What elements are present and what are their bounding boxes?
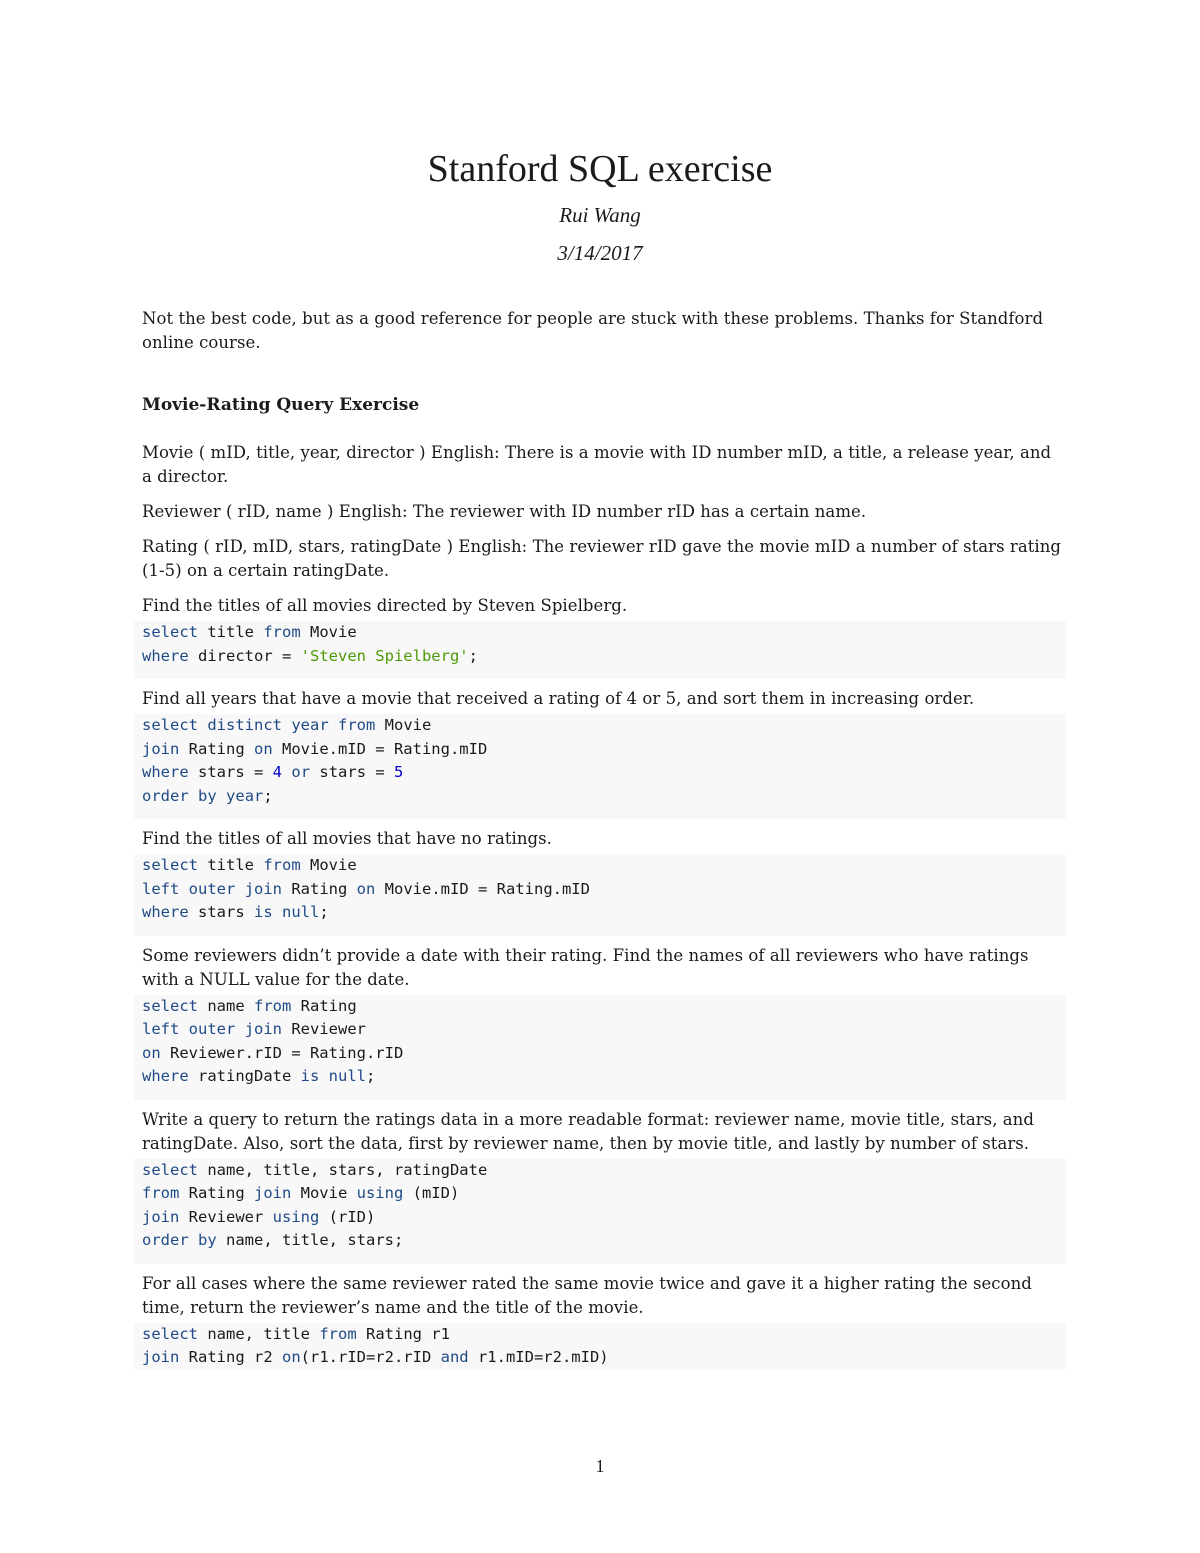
exercise-question: Some reviewers didn’t provide a date with their rating. Find the names of all reviewers who have ratings with a NULL value for the date. — [142, 945, 1029, 989]
sql-text: ; — [366, 1067, 376, 1085]
sql-text: Movie.mID = Rating.mID — [375, 879, 590, 898]
sql-text: name — [198, 996, 254, 1015]
sql-keyword: using — [356, 1184, 404, 1202]
sql-text: Movie — [291, 1184, 357, 1202]
sql-keyword: join — [253, 1184, 292, 1202]
sql-text: Rating — [282, 879, 357, 898]
sql-keyword: select — [142, 996, 198, 1015]
sql-keyword: select — [142, 623, 198, 641]
sql-keyword: where — [142, 646, 189, 665]
sql-string: 'Steven Spielberg' — [300, 646, 469, 665]
sql-keyword: from — [263, 856, 301, 874]
sql-keyword: is — [254, 903, 273, 921]
code-line — [142, 714, 1066, 738]
exercise-question: Find all years that have a movie that received a rating of 4 or 5, and sort them in increasing order. — [142, 689, 975, 708]
sql-text: Movie — [300, 856, 357, 874]
sql-text — [282, 763, 291, 781]
sql-keyword: or — [291, 763, 311, 781]
sql-keyword: from — [319, 1324, 357, 1343]
sql-keyword: select — [142, 716, 198, 734]
sql-text: Rating r1 — [356, 1324, 450, 1343]
sql-keyword: outer — [188, 1020, 236, 1038]
sql-text — [217, 787, 226, 805]
sql-code-block — [134, 1323, 1066, 1370]
sql-code-block — [134, 714, 1066, 819]
sql-text: Movie — [300, 623, 357, 641]
exercise-question: Find the titles of all movies directed by Steven Spielberg. — [142, 596, 628, 615]
sql-text: Rating r2 — [179, 1348, 282, 1366]
sql-text — [273, 903, 282, 921]
sql-keyword: on — [281, 1348, 301, 1366]
sql-text: title — [198, 623, 264, 641]
sql-keyword: from — [142, 1184, 180, 1202]
sql-keyword: join — [142, 1348, 180, 1366]
sql-text: (mID) — [403, 1184, 460, 1202]
sql-text: ratingDate — [188, 1067, 301, 1085]
sql-keyword: from — [338, 716, 376, 734]
document-author: Rui Wang — [559, 203, 641, 227]
sql-text: (r1.rID=r2.rID — [300, 1348, 441, 1366]
sql-text: name, title, stars, ratingDate — [198, 1160, 488, 1179]
sql-text: (rID) — [319, 1207, 376, 1226]
code-line — [142, 901, 1066, 925]
sql-text: Rating — [179, 1184, 254, 1202]
sql-keyword: on — [253, 739, 273, 758]
code-line — [142, 621, 1066, 645]
sql-code-block — [134, 1159, 1066, 1264]
sql-text: ; — [468, 646, 478, 665]
code-line — [142, 1229, 1066, 1253]
sql-text — [235, 1020, 244, 1038]
sql-keyword: is — [300, 1067, 320, 1085]
sql-keyword: on — [356, 879, 376, 898]
sql-keyword: using — [272, 1207, 320, 1226]
sql-text — [282, 716, 291, 734]
sql-text: Rating — [179, 739, 254, 758]
sql-text: director = — [188, 646, 301, 665]
code-line — [142, 1182, 1066, 1206]
code-line — [142, 1323, 1066, 1347]
sql-keyword: left — [142, 1020, 180, 1038]
code-line — [142, 645, 1066, 669]
code-line — [142, 785, 1066, 809]
sql-text — [189, 1231, 198, 1249]
sql-keyword: join — [142, 1207, 180, 1226]
sql-keyword: outer — [188, 879, 236, 898]
sql-keyword: join — [244, 1020, 283, 1038]
code-line — [142, 1065, 1066, 1089]
sql-text: ; — [263, 786, 273, 805]
exercise-question: Find the titles of all movies that have no ratings. — [142, 829, 552, 848]
sql-text: Movie.mID = Rating.mID — [272, 739, 488, 758]
sql-text: Movie — [375, 716, 432, 734]
document-title: Stanford SQL exercise — [427, 148, 773, 190]
sql-keyword: where — [142, 763, 189, 781]
sql-text: name, title, stars; — [216, 1231, 404, 1249]
document-body — [142, 307, 1062, 1370]
sql-code-block — [134, 995, 1066, 1100]
sql-code-block — [134, 621, 1066, 679]
intro-paragraph: Not the best code, but as a good reference for people are stuck with these problems. Thanks for Standford online course. — [142, 309, 1044, 352]
sql-keyword: select — [142, 1324, 198, 1343]
sql-keyword: year — [291, 716, 329, 734]
sql-text: Reviewer — [179, 1207, 273, 1226]
sql-text: name, title — [198, 1324, 320, 1343]
schema-movie: Movie ( mID, title, year, director ) English: There is a movie with ID number mID, a title, a release year, and a director. — [142, 443, 1052, 486]
sql-keyword: select — [142, 1160, 198, 1179]
sql-keyword: join — [142, 739, 180, 758]
sql-text — [329, 716, 338, 734]
sql-keyword: join — [244, 879, 283, 898]
code-line — [142, 878, 1066, 902]
sql-number: 5 — [394, 763, 404, 781]
sql-code-block — [134, 854, 1066, 936]
sql-text: stars = — [310, 763, 395, 781]
sql-keyword: on — [142, 1043, 161, 1062]
sql-keyword: from — [263, 623, 301, 641]
sql-keyword: from — [254, 996, 292, 1015]
sql-keyword: order — [142, 786, 189, 805]
exercise-question: For all cases where the same reviewer rated the same movie twice and gave it a higher rating the second time, return the reviewer’s name and the title of the movie. — [142, 1273, 1032, 1317]
code-line — [142, 1018, 1066, 1042]
sql-number: 4 — [272, 763, 283, 781]
sql-text: Rating — [291, 996, 357, 1015]
sql-text — [235, 880, 244, 898]
sql-text: title — [198, 856, 264, 874]
sql-keyword: where — [142, 1067, 189, 1085]
sql-text — [319, 1067, 328, 1085]
schema-rating: Rating ( rID, mID, stars, ratingDate ) English: The reviewer rID gave the movie mID a number of stars rating (1-5) on a certain ratingDate. — [142, 537, 1062, 580]
section-heading: Movie-Rating Query Exercise — [142, 395, 420, 415]
sql-keyword: order — [142, 1231, 189, 1249]
sql-keyword: null — [282, 903, 320, 921]
code-line — [142, 995, 1066, 1019]
sql-keyword: distinct — [207, 716, 282, 734]
sql-text — [179, 880, 188, 898]
schema-reviewer: Reviewer ( rID, name ) English: The reviewer with ID number rID has a certain name. — [142, 502, 867, 521]
sql-keyword: year — [226, 786, 264, 805]
code-line — [142, 1159, 1066, 1183]
sql-text: stars = — [188, 763, 273, 781]
code-line — [142, 1206, 1066, 1230]
page-number: 1 — [595, 1456, 605, 1476]
sql-keyword: null — [328, 1067, 366, 1085]
sql-text: r1.mID=r2.mID) — [468, 1348, 609, 1366]
code-line — [142, 1042, 1066, 1066]
sql-keyword: select — [142, 856, 198, 874]
document-date: 3/14/2017 — [557, 241, 643, 265]
code-line — [142, 854, 1066, 878]
sql-text — [179, 1020, 188, 1038]
sql-text — [198, 716, 207, 734]
code-line — [142, 738, 1066, 762]
sql-text: Reviewer.rID = Rating.rID — [160, 1043, 404, 1062]
sql-keyword: by — [198, 1231, 217, 1249]
sql-keyword: and — [440, 1348, 469, 1366]
sql-keyword: where — [142, 903, 189, 921]
sql-text: Reviewer — [282, 1020, 367, 1038]
sql-text: stars — [188, 903, 254, 921]
exercise-question: Write a query to return the ratings data in a more readable format: reviewer name, movie title, stars, and ratingDate. Also, sort the data, first by reviewer name, then by movie title, and lastly by number of stars. — [142, 1109, 1034, 1153]
code-line — [142, 761, 1066, 785]
sql-text — [189, 787, 198, 805]
exercise-list — [142, 594, 1062, 1370]
code-line — [142, 1346, 1066, 1370]
sql-keyword: by — [198, 786, 217, 805]
sql-keyword: left — [142, 879, 180, 898]
sql-text: ; — [319, 903, 329, 921]
